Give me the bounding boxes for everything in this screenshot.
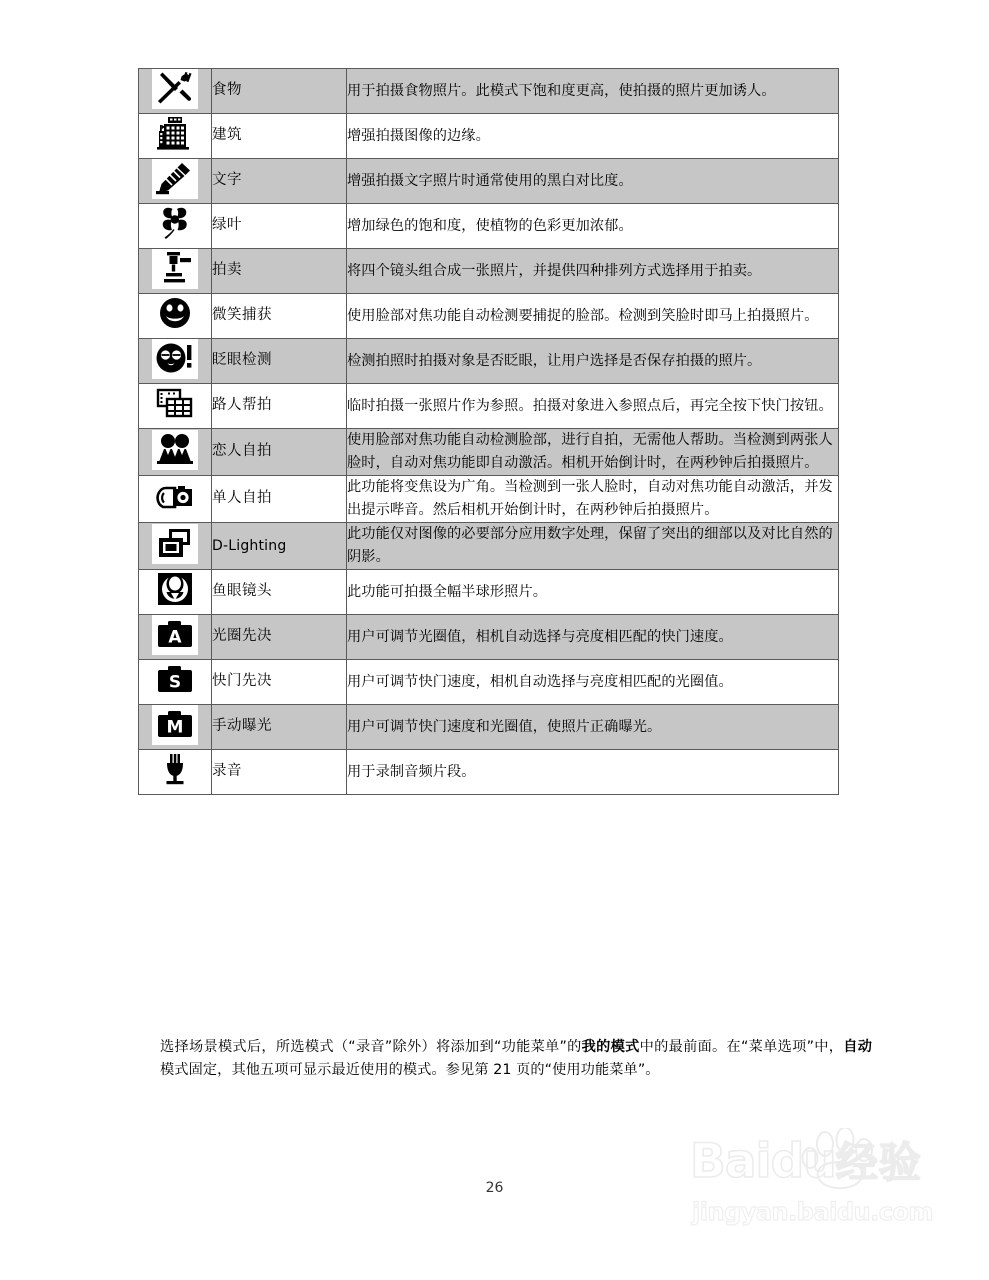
mode-icon-cell: [139, 69, 212, 114]
mode-name-cell: 绿叶: [212, 204, 347, 249]
mode-description-cell: 用户可调节快门速度和光圈值，使照片正确曝光。: [347, 705, 839, 750]
mode-name-cell: 微笑捕获: [212, 294, 347, 339]
table-row: [139, 615, 839, 660]
mode-description-cell: 增强拍摄图像的边缘。: [347, 114, 839, 159]
table-row: [139, 249, 839, 294]
scene-mode-table: [138, 68, 839, 795]
pencil-icon: [152, 159, 198, 199]
scene-mode-table-body: [139, 69, 839, 795]
mode-name-cell: 眨眼检测: [212, 339, 347, 384]
mode-icon-cell: [139, 476, 212, 523]
auction-gavel-icon: [152, 249, 198, 289]
table-row: [139, 339, 839, 384]
table-row: [139, 705, 839, 750]
table-row: [139, 294, 839, 339]
mode-icon-cell: [139, 204, 212, 249]
mode-icon-cell: [139, 660, 212, 705]
table-row: [139, 159, 839, 204]
svg-text:A: A: [168, 627, 182, 648]
table-row: [139, 570, 839, 615]
mode-description-cell: 此功能将变焦设为广角。当检测到一张人脸时，自动对焦功能自动激活，并发出提示哔音。然后相机开始倒计时，在两秒钟后拍摄照片。: [347, 476, 839, 523]
mode-description-cell: 将四个镜头组合成一张照片，并提供四种排列方式选择用于拍卖。: [347, 249, 839, 294]
mode-name-cell: 单人自拍: [212, 476, 347, 523]
camera-aperture-priority-icon: [152, 615, 198, 655]
mode-name-cell: 录音: [212, 750, 347, 795]
table-row: [139, 523, 839, 570]
footnote-emphasis: 自动: [843, 1039, 872, 1055]
mode-icon-cell: [139, 159, 212, 204]
svg-text:S: S: [168, 672, 182, 693]
mode-description-cell: 增强拍摄文字照片时通常使用的黑白对比度。: [347, 159, 839, 204]
mode-icon-cell: [139, 523, 212, 570]
mode-description-cell: 使用脸部对焦功能自动检测脸部，进行自拍，无需他人帮助。当检测到两张人脸时，自动对焦功能即自动激活。相机开始倒计时，在两秒钟后拍摄照片。: [347, 429, 839, 476]
crossed-fork-knife-icon: [152, 69, 198, 109]
footnote-text: 模式固定，其他五项可显示最近使用的模式。参见第 21 页的“使用功能菜单”。: [160, 1062, 660, 1078]
building-icon: [152, 114, 198, 154]
mode-description-cell: 检测拍照时拍摄对象是否眨眼，让用户选择是否保存拍摄的照片。: [347, 339, 839, 384]
hand-holding-camera-icon: [152, 477, 198, 517]
mode-name-cell: 路人帮拍: [212, 384, 347, 429]
mode-name-cell: 拍卖: [212, 249, 347, 294]
table-row: [139, 476, 839, 523]
footnote-paragraph: [160, 1036, 872, 1082]
watermark-site-text: jingyan.baidu.com: [692, 1198, 933, 1226]
fisheye-lens-icon: [152, 570, 198, 610]
two-people-icon: [152, 430, 198, 470]
mode-description-cell: 使用脸部对焦功能自动检测要捕捉的脸部。检测到笑脸时即马上拍摄照片。: [347, 294, 839, 339]
mode-description-cell: 用户可调节快门速度，相机自动选择与亮度相匹配的光圈值。: [347, 660, 839, 705]
mode-icon-cell: [139, 429, 212, 476]
mode-name-cell: 建筑: [212, 114, 347, 159]
table-row: [139, 384, 839, 429]
mode-description-cell: 此功能仅对图像的必要部分应用数字处理，保留了突出的细部以及对比自然的阴影。: [347, 523, 839, 570]
microphone-icon: [152, 750, 198, 790]
mode-description-cell: 用于录制音频片段。: [347, 750, 839, 795]
mode-icon-cell: [139, 705, 212, 750]
footnote-emphasis: 我的模式: [581, 1039, 640, 1055]
camera-manual-icon: [152, 705, 198, 745]
smiling-face-icon: [152, 294, 198, 334]
mode-icon-cell: [139, 384, 212, 429]
mode-icon-cell: [139, 750, 212, 795]
watermark-brand-bai: Bai: [690, 1134, 771, 1189]
table-row: [139, 69, 839, 114]
two-frames-grid-icon: [152, 384, 198, 424]
mode-icon-cell: [139, 249, 212, 294]
mode-icon-cell: [139, 294, 212, 339]
table-row: [139, 114, 839, 159]
mode-icon-cell: [139, 114, 212, 159]
watermark-brand-text: [690, 1134, 922, 1189]
mode-name-cell: 食物: [212, 69, 347, 114]
mode-name-cell: 恋人自拍: [212, 429, 347, 476]
mode-icon-cell: [139, 570, 212, 615]
svg-text:M: M: [166, 717, 184, 738]
mode-icon-cell: [139, 339, 212, 384]
mode-description-cell: 增加绿色的饱和度，使植物的色彩更加浓郁。: [347, 204, 839, 249]
mode-icon-cell: [139, 615, 212, 660]
mode-name-cell: 鱼眼镜头: [212, 570, 347, 615]
watermark-brand-cn: 经验: [835, 1138, 922, 1187]
blink-face-exclamation-icon: [152, 339, 198, 379]
table-row: [139, 750, 839, 795]
mode-name-cell: 文字: [212, 159, 347, 204]
clover-leaf-icon: [152, 204, 198, 244]
mode-name-cell: 手动曝光: [212, 705, 347, 750]
mode-name-cell: D-Lighting: [212, 523, 347, 570]
footnote-text: 选择场景模式后，所选模式（“录音”除外）将添加到“功能菜单”的: [160, 1039, 582, 1055]
table-row: [139, 429, 839, 476]
mode-description-cell: 用于拍摄食物照片。此模式下饱和度更高，使拍摄的照片更加诱人。: [347, 69, 839, 114]
mode-name-cell: 快门先决: [212, 660, 347, 705]
mode-name-cell: 光圈先决: [212, 615, 347, 660]
d-lighting-layers-icon: [152, 524, 198, 564]
mode-description-cell: 用户可调节光圈值，相机自动选择与亮度相匹配的快门速度。: [347, 615, 839, 660]
table-row: [139, 204, 839, 249]
camera-shutter-priority-icon: [152, 660, 198, 700]
mode-description-cell: 临时拍摄一张照片作为参照。拍摄对象进入参照点后，再完全按下快门按钮。: [347, 384, 839, 429]
mode-description-cell: 此功能可拍摄全幅半球形照片。: [347, 570, 839, 615]
page-number: 26: [485, 1180, 504, 1196]
table-row: [139, 660, 839, 705]
footnote-text: 中的最前面。在“菜单选项”中，: [639, 1039, 844, 1055]
watermark-brand-du: du: [770, 1134, 836, 1189]
